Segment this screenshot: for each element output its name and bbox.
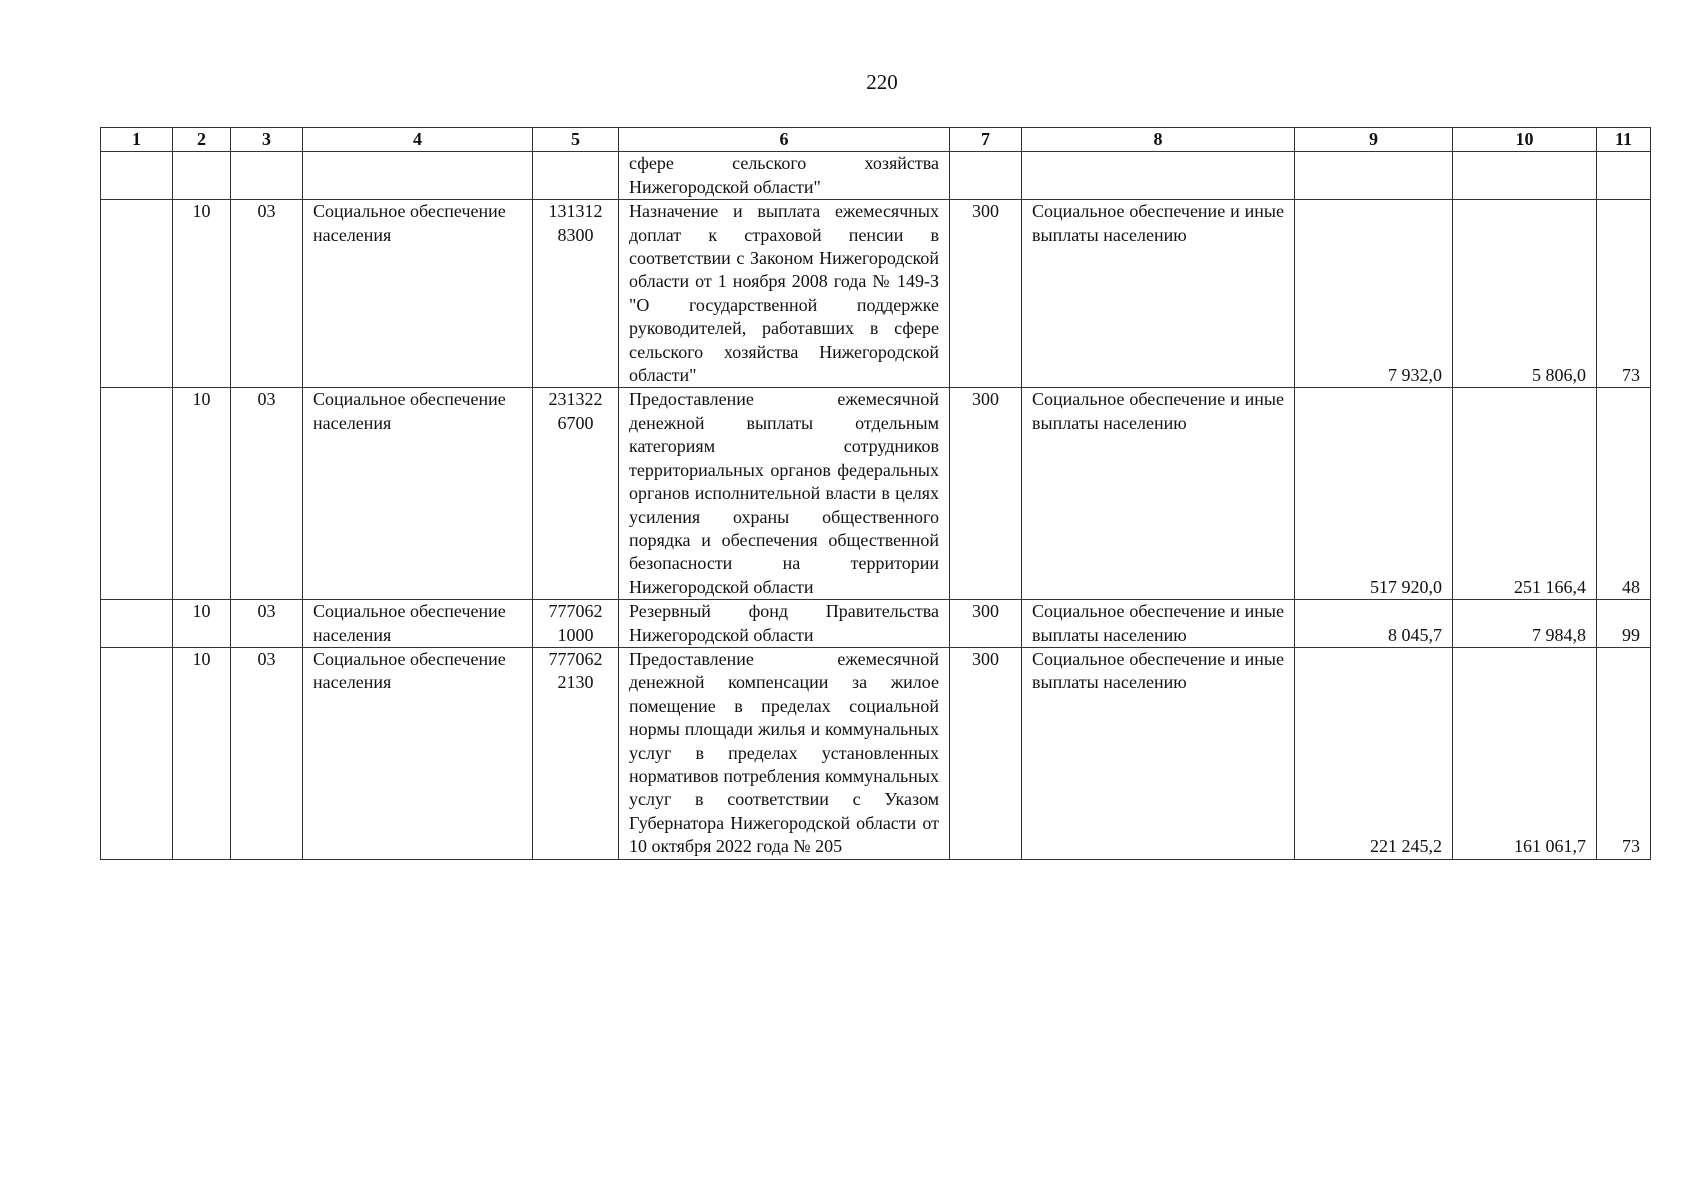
column-header: 1 [101,128,173,152]
cell-col1 [101,647,173,859]
cell-expense-type: 300 [950,388,1022,600]
cell-col1 [101,200,173,388]
code-part: 6700 [557,412,594,433]
cell-section-name: Социальное обеспечение населения [303,600,533,648]
cell-subsection: 03 [231,388,303,600]
cell-description: сфере сельского хозяйства Нижегородской области" [619,152,950,200]
cell-section-name [303,152,533,200]
cell-expense-type [950,152,1022,200]
cell-subsection [231,152,303,200]
cell-subsection: 03 [231,647,303,859]
cell-target-code [533,152,619,200]
cell-expense-type: 300 [950,600,1022,648]
table-row [101,200,1651,388]
column-header: 5 [533,128,619,152]
column-header: 10 [1453,128,1597,152]
cell-section-name: Социальное обеспечение населения [303,388,533,600]
cell-expense-type: 300 [950,647,1022,859]
column-header: 11 [1597,128,1651,152]
column-header: 3 [231,128,303,152]
column-header: 9 [1295,128,1453,152]
column-header: 8 [1022,128,1295,152]
cell-actual: 251 166,4 [1453,388,1597,600]
cell-description: Резервный фонд Правительства Нижегородской области [619,600,950,648]
code-part: 8300 [557,224,594,245]
cell-section: 10 [173,388,231,600]
cell-section: 10 [173,647,231,859]
code-part: 777062 [548,601,603,622]
cell-expense-name: Социальное обеспечение и иные выплаты населению [1022,647,1295,859]
table-row [101,647,1651,859]
cell-section: 10 [173,200,231,388]
column-header: 2 [173,128,231,152]
budget-table [100,127,1651,860]
cell-subsection: 03 [231,600,303,648]
cell-planned: 8 045,7 [1295,600,1453,648]
cell-description: Назначение и выплата ежемесячных доплат к страховой пенсии в соответствии с Законом Нижегородской области от 1 ноября 2008 года № 149-З "О государственной поддержке руководителей, работавших в сфере сельского хозяйства Нижегородской области" [619,200,950,388]
cell-planned [1295,152,1453,200]
cell-target-code [533,388,619,600]
cell-percent: 73 [1597,647,1651,859]
cell-expense-type: 300 [950,200,1022,388]
cell-col1 [101,600,173,648]
cell-percent: 99 [1597,600,1651,648]
cell-expense-name: Социальное обеспечение и иные выплаты населению [1022,388,1295,600]
cell-actual: 7 984,8 [1453,600,1597,648]
cell-planned: 7 932,0 [1295,200,1453,388]
cell-actual: 5 806,0 [1453,200,1597,388]
cell-section-name: Социальное обеспечение населения [303,647,533,859]
column-header: 7 [950,128,1022,152]
cell-planned: 221 245,2 [1295,647,1453,859]
cell-section-name: Социальное обеспечение населения [303,200,533,388]
cell-col1 [101,152,173,200]
cell-section: 10 [173,600,231,648]
table-row [101,600,1651,648]
cell-actual [1453,152,1597,200]
cell-expense-name: Социальное обеспечение и иные выплаты населению [1022,600,1295,648]
cell-expense-name [1022,152,1295,200]
cell-actual: 161 061,7 [1453,647,1597,859]
column-header: 4 [303,128,533,152]
cell-target-code [533,600,619,648]
cell-target-code [533,200,619,388]
column-header: 6 [619,128,950,152]
cell-percent: 73 [1597,200,1651,388]
cell-expense-name: Социальное обеспечение и иные выплаты населению [1022,200,1295,388]
cell-percent [1597,152,1651,200]
table-row [101,388,1651,600]
code-part: 131312 [548,201,603,222]
cell-subsection: 03 [231,200,303,388]
cell-target-code [533,647,619,859]
cell-planned: 517 920,0 [1295,388,1453,600]
code-part: 777062 [548,648,603,669]
page-number: 220 [866,70,898,94]
cell-col1 [101,388,173,600]
cell-percent: 48 [1597,388,1651,600]
code-part: 231322 [548,389,603,410]
cell-description: Предоставление ежемесячной денежной компенсации за жилое помещение в пределах социальной нормы площади жилья и коммунальных услуг в пределах установленных нормативов потребления коммунальных услуг в соответствии с Указом Губернатора Нижегородской области от 10 октября 2022 года № 205 [619,647,950,859]
code-part: 1000 [557,624,594,645]
cell-description: Предоставление ежемесячной денежной выплаты отдельным категориям сотрудников территориальных органов федеральных органов исполнительной власти в целях усиления охраны общественного порядка и обеспечения общественной безопасности на территории Нижегородской области [619,388,950,600]
code-part: 2130 [557,672,594,693]
header-row [101,128,1651,152]
cell-section [173,152,231,200]
table-row [101,152,1651,200]
